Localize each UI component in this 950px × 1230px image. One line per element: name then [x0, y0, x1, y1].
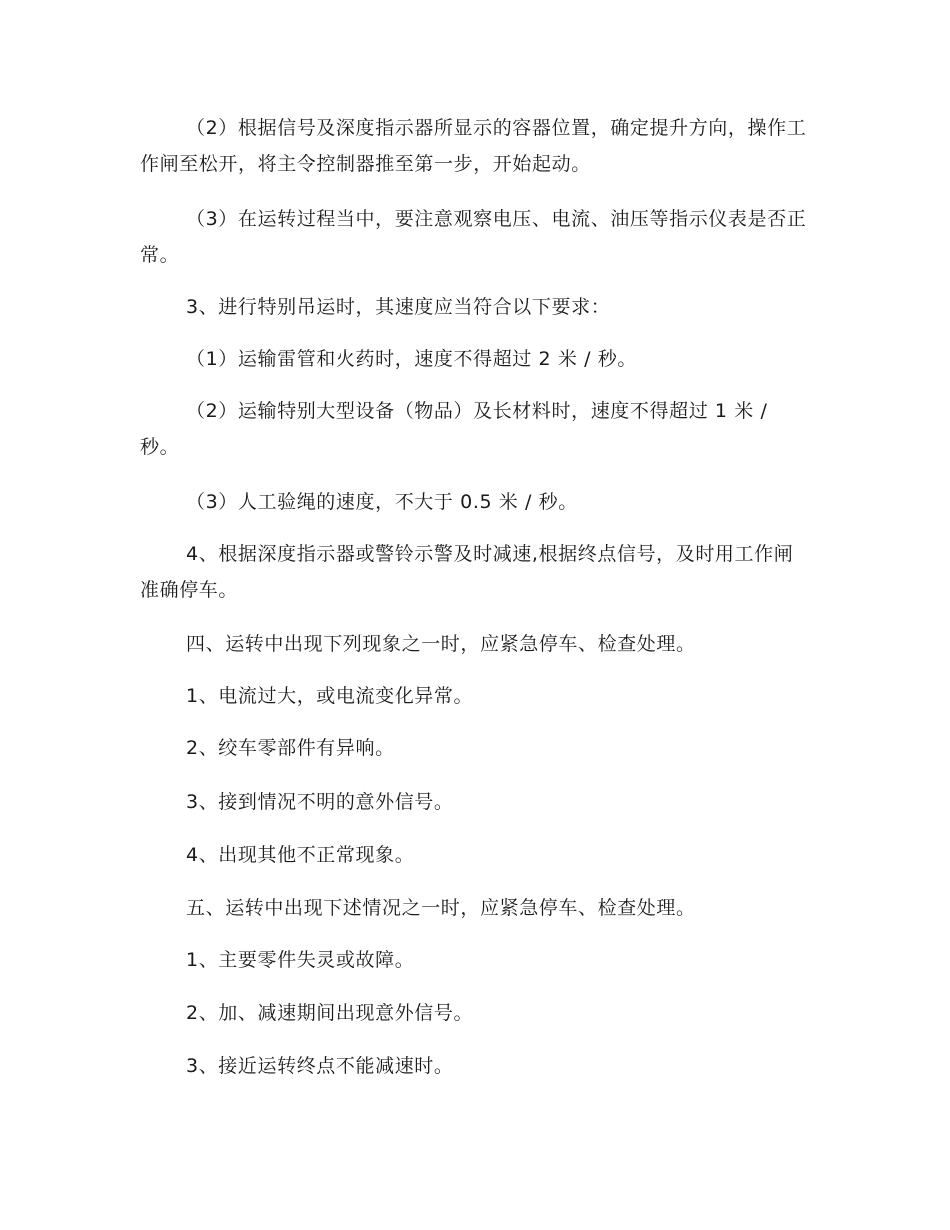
paragraph: （2）根据信号及深度指示器所显示的容器位置，确定提升方向，操作工作闸至松开，将主令控制器推至第一步，开始起动。 [140, 117, 807, 175]
paragraph: （3）人工验绳的速度，不大于 0.5 米 / 秒。 [186, 491, 578, 513]
paragraph: （2）运输特别大型设备（物品）及长材料时，速度不得超过 1 米 / 秒。 [140, 400, 768, 458]
paragraph: 3、接到情况不明的意外信号。 [186, 791, 454, 813]
paragraph: （3）在运转过程当中，要注意观察电压、电流、油压等指示仪表是否正常。 [140, 208, 807, 266]
section-heading: 五、运转中出现下述情况之一时，应紧急停车、检查处理。 [186, 897, 696, 919]
paragraph: 3、接近运转终点不能减速时。 [186, 1055, 454, 1077]
paragraph: 4、出现其他不正常现象。 [186, 844, 415, 866]
paragraph: （1）运输雷管和火药时，速度不得超过 2 米 / 秒。 [186, 348, 637, 370]
paragraph: 2、加、减速期间出现意外信号。 [186, 1002, 474, 1024]
paragraph: 2、绞车零部件有异响。 [186, 737, 395, 759]
section-heading: 四、运转中出现下列现象之一时，应紧急停车、检查处理。 [186, 633, 696, 655]
paragraph: 1、电流过大，或电流变化异常。 [186, 685, 474, 707]
paragraph: 1、主要零件失灵或故障。 [186, 949, 415, 971]
paragraph: 4、根据深度指示器或警铃示警及时减速,根据终点信号，及时用工作闸准确停车。 [140, 543, 794, 601]
paragraph: 3、进行特别吊运时，其速度应当符合以下要求： [186, 296, 611, 318]
